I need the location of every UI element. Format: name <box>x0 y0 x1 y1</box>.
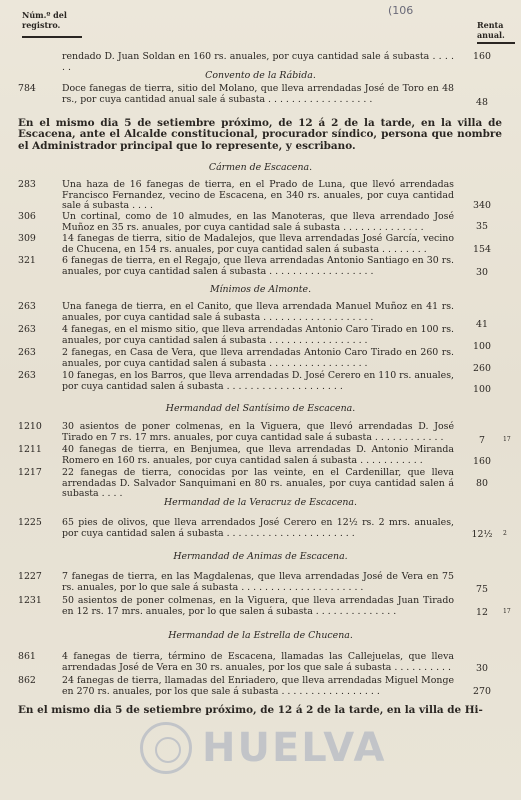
section-title: Hermandad del Santísimo de Escacena. <box>165 403 356 414</box>
auction-heading: En el mismo dia 5 de setiembre próximo, de 12 á 2 de la tarde, en la villa de Escacena, ante el Alcalde constitucional, procurador síndico, persona que nombre el Administrador principal que lo represente, y escribano. <box>18 117 502 152</box>
registry-number-header: Núm.º del registro. <box>22 10 92 30</box>
folio-number: (106 <box>388 4 414 17</box>
header-rule-left <box>22 36 82 38</box>
annual-rent-header: Renta anual. <box>477 20 517 44</box>
watermark-text: HUELVA <box>202 725 387 771</box>
huelva-watermark <box>140 718 430 778</box>
auction-heading: En el mismo dia 5 de setiembre próximo, de 12 á 2 de la tarde, en la villa de Hi- <box>18 704 483 716</box>
document-page: Núm.º del registro. (106 Renta anual. rendado D. Juan Soldan en 160 rs. anuales, por cuya cantidad sale á subasta . . . . . . 160 Convento de la Rábida. 784 Doce fanegas de tierra, sitio del Molano, que lleva arrendadas José de Toro en 48 rs., por cuya cantidad anual sale á subasta . . . . . . . . . . . . . . . . . . 48 En el mismo dia 5 de setiembre próximo, de 12 á 2 de la tarde, en la villa de Escacena, ante el Alcalde constitucional, procurador síndico, persona que nombre el Administrador principal que lo represente, y escribano. Cármen de Escacena. 283 Una haza de 16 fanegas de tierra, en el Prado de Luna, que llevó arrendadas Francisco Fernandez, vecino de Escacena, en 340 rs. anuales, por cuya cantidad sale á subasta . . . . 340 306 Un cortinal, como de 10 almudes, en las Manoteras, que lleva arrendado José Muñoz en 35 rs. anuales, por cuya cantidad sale á subasta . . . . . . . . . . . . . . 35 309 14 fanegas de tierra, sitio de Madalejos, que lleva arrendadas José García, vecino de Chucena, en 154 rs. anuales, por cuya cantidad salen á subasta . . . . . . . . 154 321 6 fanegas de tierra, en el Regajo, que lleva arrendadas Antonio Santiago en 30 rs. anuales, por cuya cantidad salen á subasta . . . . . . . . . . . . . . . . . . 30 Mínimos de Almonte. 263 Una fanega de tierra, en el Canito, que lleva arrendada Manuel Muñoz en 41 rs. anuales, por cuya cantidad sale á subasta . . . . . . . . . . . . . . . . . . . 41 263 4 fanegas, en el mismo sitio, que lleva arrendadas Antonio Caro Tirado en 100 rs. anuales, por cuya cantidad salen á subasta . . . . . . . . . . . . . . . . . 100 263 2 fanegas, en Casa de Vera, que lleva arrendadas Antonio Caro Tirado en 260 rs. anuales, por cuya cantidad salen á subasta . . . . . . . . . . . . . . . . . 260 263 10 fanegas, en los Barros, que lleva arrendadas D. José Cerero en 110 rs. anuales, por cuya cantidad salen á subasta . . . . . . . . . . . . . . . . . . . . 100 Hermandad del Santísimo de Escacena. 1210 30 asientos de poner colmenas, en la Viguera, que llevó arrendadas D. José Tirado en 7 rs. 17 mrs. anuales, por cuya cantidad sale á subasta . . . . . . . . . . . . 7 17 1211 40 fanegas de tierra, en Benjumea, que lleva arrendadas D. Antonio Miranda Romero en 160 rs. anuales, por cuya cantidad salen á subasta . . . . . . . . . . . 160 1217 22 fanegas de tierra, conocidas por las veinte, en el Cardenillar, que lleva arrendadas D. Salvador Sanquimani en 80 rs. anuales, por cuya cantidad salen á subasta . . . . 80 Hermandad de la Veracruz de Escacena. 1225 65 pies de olivos, que lleva arrendados José Cerero en 12½ rs. 2 mrs. anuales, por cuya cantidad salen á subasta . . . . . . . . . . . . . . . . . . . . . . 12½ 2 Hermandad de Animas de Escacena. 1227 7 fanegas de tierra, en las Magdalenas, que lleva arrendadas José de Vera en 75 rs. anuales, por lo que sale á subasta . . . . . . . . . . . . . . . . . . . . . 75 1231 50 asientos de poner colmenas, en la Viguera, que lleva arrendadas Juan Tirado en 12 rs. 17 mrs. anuales, por lo que salen á subasta . . . . . . . . . . . . . . 12 17 Hermandad de la Estrella de Chucena. 861 4 fanegas de tierra, término de Escacena, llamadas las Callejuelas, que lleva arrendadas José de Vera en 30 rs. anuales, por los que sale á subasta . . . . . . . . . . 30 862 24 fanegas de tierra, llamadas del Enriadero, que lleva arrendadas Miguel Monge en 270 rs. anuales, por los que sale á subasta . . . . . . . . . . . . . . . . . 270 En el mismo dia 5 de setiembre próximo, de 12 á 2 de la tarde, en la villa de Hi- HUELVA <box>0 0 521 800</box>
section-title: Cármen de Escacena. <box>208 162 313 173</box>
section-title: Hermandad de la Veracruz de Escacena. <box>163 497 358 508</box>
section-title: Hermandad de Animas de Escacena. <box>173 551 348 562</box>
section-title: Convento de la Rábida. <box>205 70 316 81</box>
header-rule-right <box>477 42 515 44</box>
section-title: Mínimos de Almonte. <box>209 284 312 295</box>
seal-icon <box>140 722 192 774</box>
section-title: Hermandad de la Estrella de Chucena. <box>168 630 353 641</box>
